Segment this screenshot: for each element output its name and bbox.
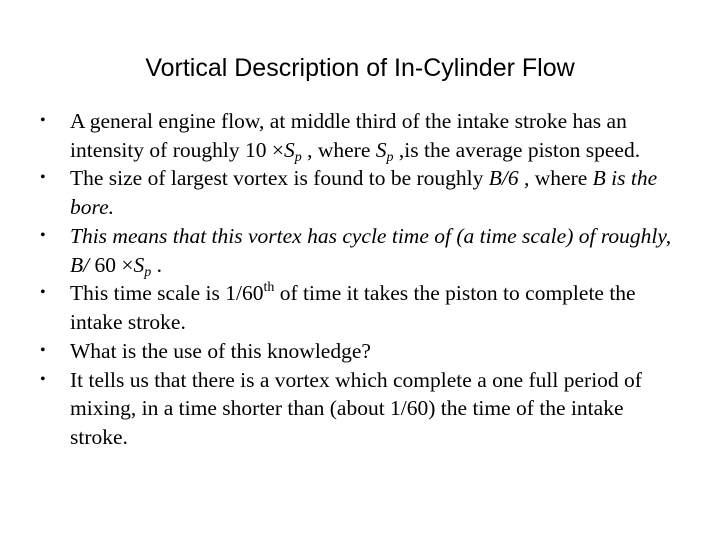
bullet-item-answer [40,366,680,452]
bullet-text: It tells us that there is a vortex which complete a one full period of mixing, in a time shorter than (about 1/60) the time of the intake stroke. [70,367,642,450]
bullet-icon: • [40,226,46,244]
piston-speed-subscript: p [294,149,302,165]
bullet-list [40,107,680,452]
bullet-text: A general engine flow, at middle third of the intake stroke has an intensity of roughly 10 × [70,109,627,162]
bullet-text: 60 × [89,252,134,277]
bullet-icon: • [40,112,46,129]
bullet-icon: • [40,341,46,359]
bullet-icon: • [40,169,46,187]
slide-title: Vortical Description of In-Cylinder Flow [145,54,575,82]
bullet-text: . [151,252,162,277]
bullet-text: This time scale is 1/60 [70,281,264,306]
bullet-item-time-scale [40,279,680,336]
piston-speed-subscript: p [144,264,152,280]
bullet-item-vortex-size [40,164,680,221]
bullet-text: What is the use of this knowledge? [70,338,371,363]
bullet-italic-text: B/6 , [488,166,530,191]
bullet-text: ,is the average piston speed. [393,137,641,162]
bullet-item-question [40,337,680,366]
bullet-text: The size of largest vortex is found to be roughly [70,166,489,191]
bullet-text: of time it takes the piston to complete the intake stroke. [70,281,636,335]
piston-speed-subscript: p [386,149,394,165]
piston-speed-symbol: S [133,252,145,277]
bullet-icon: • [40,284,46,302]
bullet-text: , where [301,137,376,162]
ordinal-superscript: th [263,280,275,296]
bullet-text: where [529,166,593,191]
bullet-icon: • [40,370,46,388]
piston-speed-symbol: S [375,137,387,162]
bullet-italic-text: B is the bore. [70,166,658,220]
bullet-item-flow-intensity [40,107,680,165]
piston-speed-symbol: S [283,137,295,162]
bullet-italic-text: This means that this vortex has cycle time of (a time scale) of roughly, B/ [70,223,672,277]
bullet-item-cycle-time [40,222,680,280]
